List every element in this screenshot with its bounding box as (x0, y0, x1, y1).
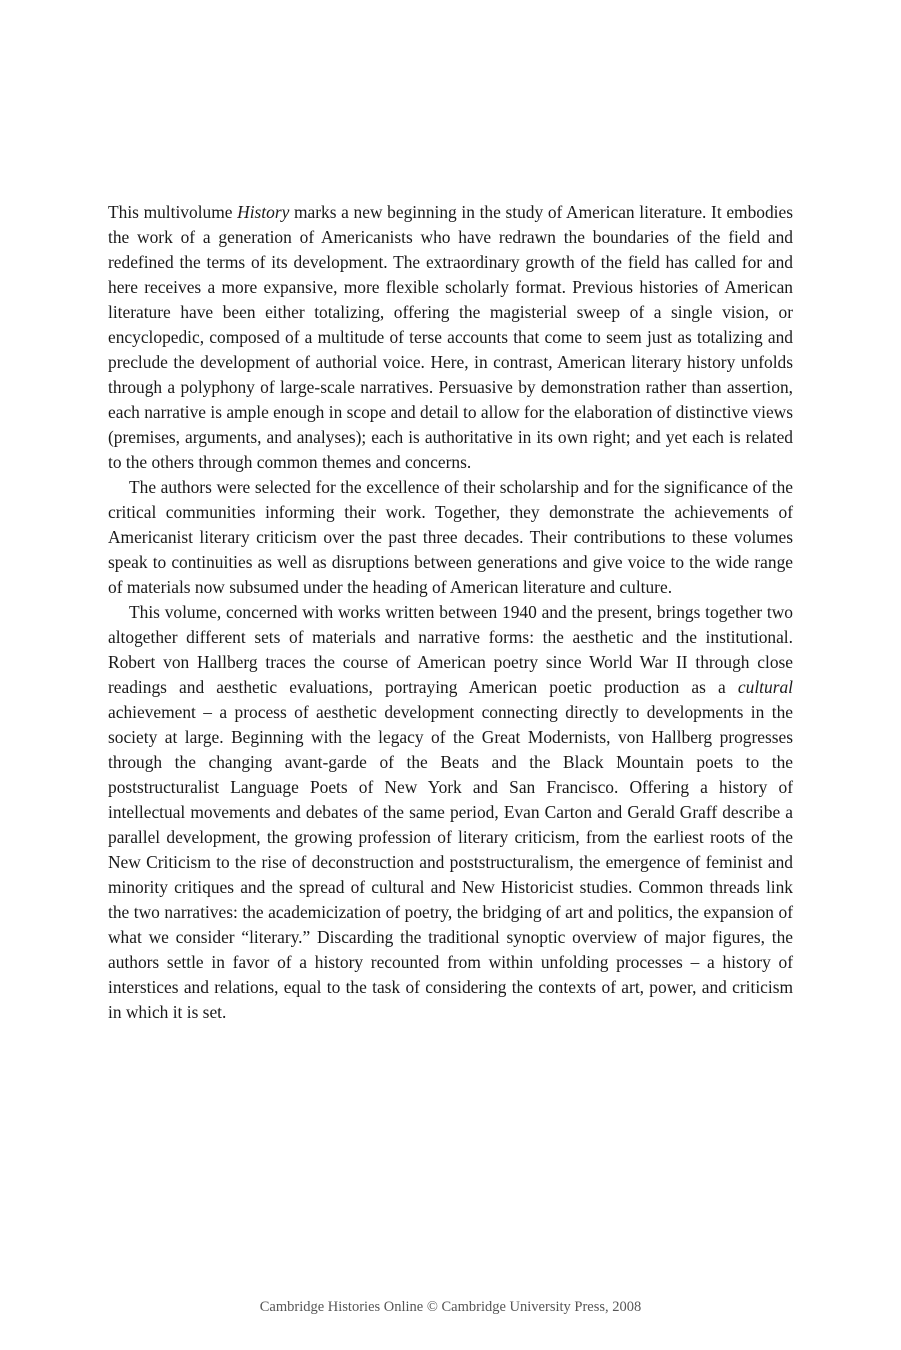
paragraph-1-run-3: marks a new beginning in the study of American literature. It embodies the work of a generation of Americanists who have redrawn the boundaries of the field and redefined the terms of its development. The extraordinary growth of the field has called for and here receives a more expansive, more flexible scholarly format. Previous histories of American literature have been either totalizing, offering the magisterial sweep of a single vision, or encyclopedic, composed of a multitude of terse accounts that come to seem just as totalizing and preclude the development of authorial voice. Here, in contrast, American literary history unfolds through a polyphony of large-scale narratives. Persuasive by demonstration rather than assertion, each narrative is ample enough in scope and detail to allow for the elaboration of distinctive views (premises, arguments, and analyses); each is authoritative in its own right; and yet each is related to the others through common themes and concerns. (108, 202, 793, 472)
paragraph-3-run-1: This volume, concerned with works written between 1940 and the present, brings together two altogether different sets of materials and narrative forms: the aesthetic and the institutional. Robert von Hallberg traces the course of American poetry since World War II through close readings and aesthetic evaluations, portraying American poetic production as a (108, 602, 793, 697)
page-body-text (108, 200, 793, 1025)
footer-copyright: Cambridge Histories Online © Cambridge University Press, 2008 (259, 1299, 642, 1315)
paragraph-1-run-1: This multivolume (108, 202, 238, 222)
paragraph-3 (108, 600, 793, 1025)
paragraph-2 (108, 475, 793, 600)
paragraph-3-run-2: cultural (737, 677, 793, 697)
paragraph-3-run-3: achievement – a process of aesthetic development connecting directly to developments in the society at large. Beginning with the legacy of the Great Modernists, von Hallberg progresses through the changing avant-garde of the Beats and the Black Mountain poets to the poststructuralist Language Poets of New York and San Francisco. Offering a history of intellectual movements and debates of the same period, Evan Carton and Gerald Graff describe a parallel development, the growing profession of literary criticism, from the earliest roots of the New Criticism to the rise of deconstruction and poststructuralism, the emergence of feminist and minority critiques and the spread of cultural and New Historicist studies. Common threads link the two narratives: the academicization of poetry, the bridging of art and politics, the expansion of what we consider “literary.” Discarding the traditional synoptic overview of major figures, the authors settle in favor of a history recounted from within unfolding processes – a history of interstices and relations, equal to the task of considering the contexts of art, power, and criticism in which it is set. (108, 702, 793, 1022)
paragraph-1 (108, 200, 793, 475)
paragraph-2-run-1: The authors were selected for the excellence of their scholarship and for the significance of the critical communities informing their work. Together, they demonstrate the achievements of Americanist literary criticism over the past three decades. Their contributions to these volumes speak to continuities as well as disruptions between generations and give voice to the wide range of materials now subsumed under the heading of American literature and culture. (108, 477, 793, 597)
paragraph-1-run-2: History (237, 202, 290, 222)
